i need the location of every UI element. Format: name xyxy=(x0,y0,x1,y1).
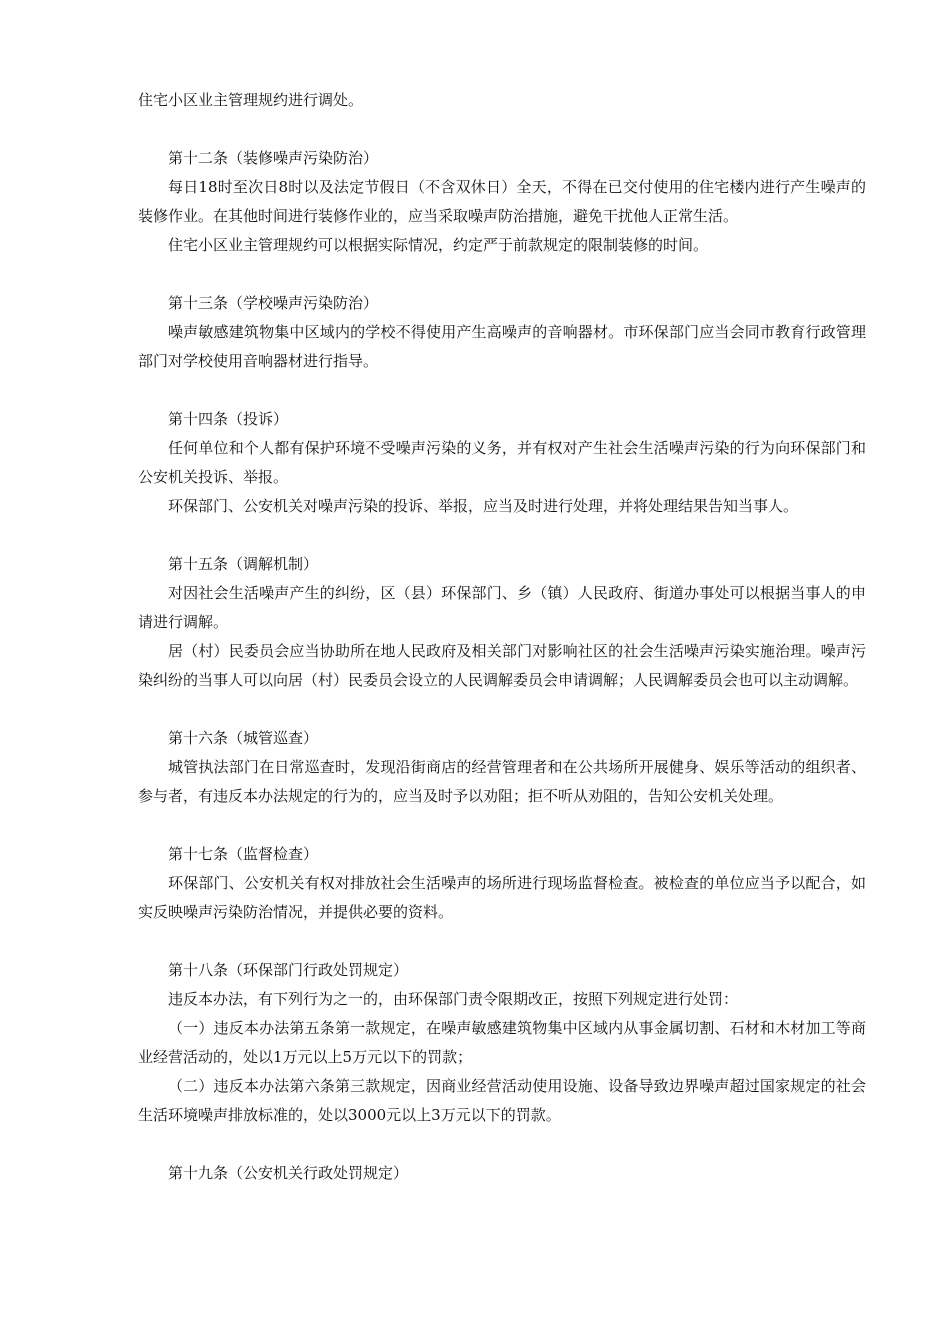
article-16-title: 第十六条（城管巡查） xyxy=(168,729,319,747)
article-15-paragraph-1: 对因社会生活噪声产生的纠纷，区（县）环保部门、乡（镇）人民政府、街道办事处可以根据当事人的申请进行调解。 xyxy=(138,584,866,631)
article-12-paragraph-2: 住宅小区业主管理规约可以根据实际情况，约定严于前款规定的限制装修的时间。 xyxy=(168,236,709,254)
article-13-title: 第十三条（学校噪声污染防治） xyxy=(168,294,379,312)
article-15-title: 第十五条（调解机制） xyxy=(168,555,319,573)
article-14-paragraph-2: 环保部门、公安机关对噪声污染的投诉、举报，应当及时进行处理，并将处理结果告知当事人。 xyxy=(168,497,799,515)
article-12-paragraph-1: 每日18时至次日8时以及法定节假日（不含双休日）全天，不得在已交付使用的住宅楼内进行产生噪声的装修作业。在其他时间进行装修作业的，应当采取噪声防治措施，避免干扰他人正常生活。 xyxy=(138,178,866,225)
article-12-title: 第十二条（装修噪声污染防治） xyxy=(168,149,379,167)
article-17-title: 第十七条（监督检查） xyxy=(168,845,319,863)
article-16-paragraph-1: 城管执法部门在日常巡查时，发现沿街商店的经营管理者和在公共场所开展健身、娱乐等活动的组织者、参与者，有违反本办法规定的行为的，应当及时予以劝阻；拒不听从劝阻的，告知公安机关处理。 xyxy=(138,758,866,805)
article-13-paragraph-1: 噪声敏感建筑物集中区域内的学校不得使用产生高噪声的音响器材。市环保部门应当会同市教育行政管理部门对学校使用音响器材进行指导。 xyxy=(138,323,866,370)
article-18-item-2: （二）违反本办法第六条第三款规定，因商业经营活动使用设施、设备导致边界噪声超过国家规定的社会生活环境噪声排放标准的，处以3000元以上3万元以下的罚款。 xyxy=(138,1077,866,1124)
article-19-title: 第十九条（公安机关行政处罚规定） xyxy=(168,1164,409,1182)
intro-paragraph: 住宅小区业主管理规约进行调处。 xyxy=(138,91,364,109)
article-18-item-1: （一）违反本办法第五条第一款规定，在噪声敏感建筑物集中区域内从事金属切割、石材和木材加工等商业经营活动的，处以1万元以上5万元以下的罚款； xyxy=(138,1019,866,1066)
article-18-paragraph-1: 违反本办法，有下列行为之一的，由环保部门责令限期改正，按照下列规定进行处罚： xyxy=(168,990,739,1008)
document-page xyxy=(138,86,866,1188)
article-17-paragraph-1: 环保部门、公安机关有权对排放社会生活噪声的场所进行现场监督检查。被检查的单位应当予以配合，如实反映噪声污染防治情况，并提供必要的资料。 xyxy=(138,874,866,921)
article-15-paragraph-2: 居（村）民委员会应当协助所在地人民政府及相关部门对影响社区的社会生活噪声污染实施治理。噪声污染纠纷的当事人可以向居（村）民委员会设立的人民调解委员会申请调解；人民调解委员会也可以主动调解。 xyxy=(138,642,866,689)
article-18-title: 第十八条（环保部门行政处罚规定） xyxy=(168,961,409,979)
article-14-title: 第十四条（投诉） xyxy=(168,410,289,428)
article-14-paragraph-1: 任何单位和个人都有保护环境不受噪声污染的义务，并有权对产生社会生活噪声污染的行为向环保部门和公安机关投诉、举报。 xyxy=(138,439,866,486)
